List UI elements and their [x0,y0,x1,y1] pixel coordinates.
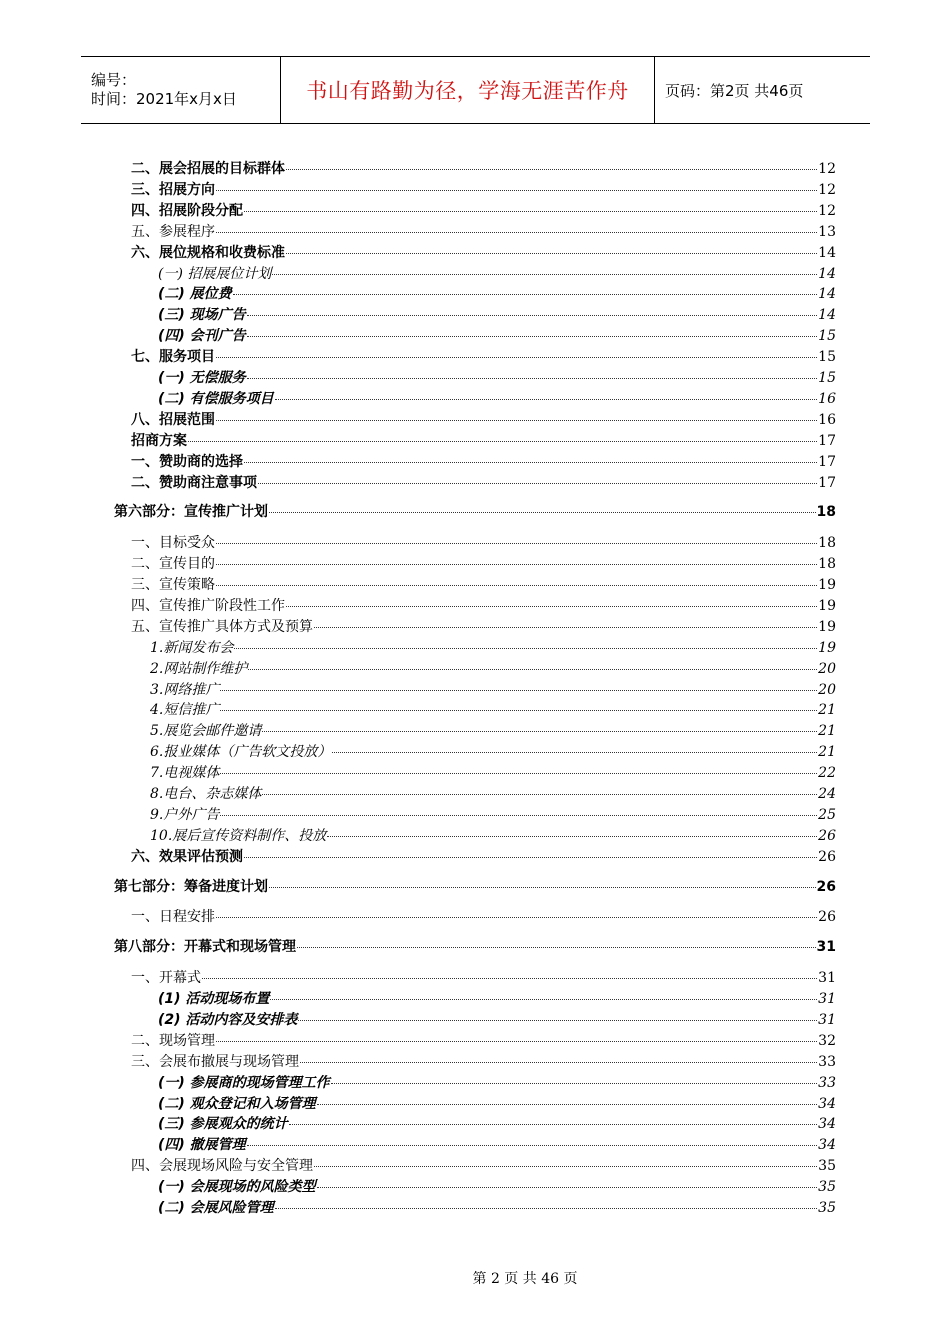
toc-entry-title: (四) 撤展管理 [158,1137,246,1154]
toc-entry-page: 18 [816,504,836,521]
toc-entry[interactable] [131,1051,836,1071]
toc-entry-title: 六、展位规格和收费标准 [131,244,285,261]
toc-leader-dots [216,572,817,586]
toc-entry-title: 一、目标受众 [131,535,215,552]
page-footer: 第 2 页 共 46 页 [472,1271,578,1287]
toc-entry[interactable] [131,409,836,429]
toc-entry-page: 31 [818,1011,836,1028]
toc-entry-page: 16 [818,411,836,428]
toc-entry[interactable] [131,346,836,366]
toc-entry[interactable] [158,988,836,1008]
toc-entry-title: 5.展览会邮件邀请 [150,723,262,740]
toc-entry-title: 三、招展方向 [131,181,215,198]
toc-leader-dots [188,428,817,442]
toc-leader-dots [216,531,817,545]
toc-entry[interactable] [150,679,836,699]
toc-entry-title: (一) 参展商的现场管理工作 [158,1074,330,1091]
toc-entry-title: (1) 活动现场布置 [158,991,270,1007]
toc-entry-title: 二、现场管理 [131,1032,215,1049]
toc-entry[interactable] [131,430,836,450]
toc-entry-title: 1.新闻发布会 [150,639,234,656]
toc-leader-dots [262,719,817,733]
header-meta [81,57,281,123]
toc-entry-page: 35 [818,1158,836,1175]
toc-entry-page: 20 [818,660,836,677]
toc-entry-title: 八、招展范围 [131,411,215,428]
toc-entry[interactable] [150,658,836,678]
toc-leader-dots [275,386,818,400]
toc-leader-dots [289,1112,818,1126]
toc-entry-page: 34 [818,1116,836,1133]
toc-leader-dots [202,966,817,980]
toc-entry-title: 二、展会招展的目标群体 [131,161,285,177]
toc-entry-page: 17 [818,453,836,470]
toc-entry[interactable] [158,1134,836,1154]
toc-entry-page: 21 [818,702,836,719]
toc-entry-title: 一、赞助商的选择 [131,453,243,470]
toc-entry-title: (2) 活动内容及安排表 [158,1011,298,1028]
page-info-text: 页码：第2页 共46页 [665,81,804,100]
toc-entry-title: 四、宣传推广阶段性工作 [131,597,285,614]
toc-entry-title: 三、会展布撤展与现场管理 [131,1053,299,1070]
toc-leader-dots [270,986,817,1000]
toc-entry-title: 6.报业媒体（广告软文投放） [150,744,332,761]
toc-entry[interactable] [131,242,836,262]
toc-entry[interactable] [150,699,836,719]
toc-entry-title: 3.网络推广 [150,681,220,698]
toc-entry[interactable] [131,221,836,241]
toc-entry[interactable] [114,936,836,956]
toc-entry-title: 一、开幕式 [131,970,201,987]
toc-entry-page: 33 [818,1074,836,1091]
time-label: 时间：2021年x月x日 [91,90,237,108]
toc-entry[interactable] [131,616,836,636]
toc-entry-page: 15 [818,349,836,366]
toc-entry-title: 7.电视媒体 [150,765,220,782]
toc-entry-title: 五、参展程序 [131,223,215,240]
toc-entry-title: (二) 会展风险管理 [158,1200,274,1216]
toc-entry-page: 34 [818,1095,836,1112]
toc-entry-page: 19 [818,577,836,593]
toc-entry-page: 25 [818,806,836,823]
toc-entry-page: 35 [818,1179,836,1196]
toc-entry-title: (一) 招展展位计划 [158,265,272,282]
toc-entry-page: 19 [818,618,836,635]
toc-entry-page: 26 [818,909,836,926]
motto-text: 书山有路勤为径，学海无涯苦作舟 [306,79,629,103]
toc-entry-title: 招商方案 [131,432,187,449]
toc-entry-title: (三) 参展观众的统计 [158,1116,288,1133]
toc-leader-dots [298,1007,817,1021]
header-page-info [655,57,870,123]
toc-entry-page: 14 [818,286,836,303]
toc-entry-page: 14 [818,244,836,261]
toc-entry-page: 15 [818,328,836,345]
toc-leader-dots [216,219,817,233]
toc-entry-page: 31 [816,939,836,956]
toc-entry[interactable] [150,720,836,740]
toc-entry-title: (一) 无偿服务 [158,370,246,386]
toc-entry-title: (二) 有偿服务项目 [158,390,274,407]
toc-leader-dots [331,1070,818,1084]
toc-leader-dots [244,449,817,463]
toc-entry[interactable] [131,532,836,552]
toc-leader-dots [332,740,817,754]
toc-entry-page: 24 [818,786,836,802]
toc-leader-dots [248,656,817,670]
toc-entry-title: 四、会展现场风险与安全管理 [131,1158,313,1175]
toc-entry-page: 31 [818,991,836,1007]
toc-entry-page: 35 [818,1200,836,1216]
toc-entry-title: 二、宣传目的 [131,556,215,573]
toc-entry-page: 15 [818,370,836,386]
toc-leader-dots [314,614,817,628]
toc-entry[interactable] [114,876,836,896]
toc-leader-dots [286,240,817,254]
toc-entry[interactable] [158,1072,836,1092]
toc-entry[interactable] [150,783,836,803]
toc-entry-page: 16 [818,390,836,407]
page-header [81,56,870,124]
toc-entry-page: 18 [818,556,836,573]
toc-entry-title: (二) 展位费 [158,286,232,303]
toc-leader-dots [317,1091,818,1105]
toc-entry-page: 12 [818,181,836,198]
toc-entry-page: 20 [818,681,836,698]
toc-entry-title: (四) 会刊广告 [158,328,246,345]
toc-entry[interactable] [131,1030,836,1050]
toc-leader-dots [247,303,818,317]
toc-entry-title: (二) 观众登记和入场管理 [158,1095,316,1112]
toc-leader-dots [286,593,817,607]
toc-entry-title: 四、招展阶段分配 [131,202,243,219]
toc-leader-dots [269,500,816,514]
toc-entry-page: 22 [818,765,836,782]
toc-leader-dots [234,635,817,649]
toc-leader-dots [269,874,816,888]
toc-entry-title: (一) 会展现场的风险类型 [158,1179,316,1196]
toc-entry[interactable] [114,501,836,521]
toc-entry[interactable] [150,804,836,824]
toc-leader-dots [272,261,817,275]
toc-entry-page: 12 [818,202,836,219]
toc-entry[interactable] [131,967,836,987]
toc-entry[interactable] [150,762,836,782]
toc-leader-dots [233,282,818,296]
toc-leader-dots [317,1175,818,1189]
code-label: 编号： [91,71,137,89]
toc-entry-page: 13 [818,223,836,240]
toc-leader-dots [216,177,817,191]
toc-entry-page: 21 [818,723,836,740]
toc-leader-dots [300,1049,817,1063]
toc-entry-title: 2.网站制作维护 [150,660,248,677]
toc-entry-page: 26 [816,878,836,895]
toc-entry[interactable] [131,1155,836,1175]
toc-entry-page: 17 [818,474,836,491]
toc-leader-dots [220,698,817,712]
toc-leader-dots [262,781,817,795]
toc-leader-dots [220,802,817,816]
toc-entry-page: 33 [818,1053,836,1070]
toc-entry-page: 14 [818,265,836,282]
toc-entry-page: 18 [818,535,836,552]
toc-leader-dots [244,198,817,212]
toc-entry-page: 14 [818,307,836,324]
toc-entry[interactable] [158,325,836,345]
toc-entry[interactable] [131,472,836,492]
toc-leader-dots [220,677,817,691]
toc-entry-title: 第八部分：开幕式和现场管理 [114,939,296,956]
toc-entry-page: 19 [818,639,836,656]
toc-entry-title: 第七部分：筹备进度计划 [114,878,268,895]
toc-entry[interactable] [158,1009,836,1029]
toc-entry-page: 21 [818,744,836,761]
toc-entry-title: 五、宣传推广具体方式及预算 [131,618,313,635]
toc-entry-title: 4.短信推广 [150,702,220,719]
toc-entry[interactable] [131,553,836,573]
toc-entry[interactable] [150,825,836,845]
toc-entry[interactable] [150,637,836,657]
toc-entry[interactable] [131,451,836,471]
toc-entry[interactable] [158,1197,836,1217]
toc-entry-page: 26 [818,827,836,844]
toc-leader-dots [216,552,817,566]
toc-entry[interactable] [131,906,836,926]
toc-leader-dots [314,1154,817,1168]
toc-leader-dots [216,1028,817,1042]
toc-entry[interactable] [158,263,836,283]
toc-entry[interactable] [131,595,836,615]
toc-entry-page: 31 [818,970,836,987]
toc-entry[interactable] [150,741,836,761]
toc-leader-dots [247,365,818,379]
toc-leader-dots [247,1133,818,1147]
toc-entry[interactable] [158,388,836,408]
toc-entry-page: 19 [818,597,836,614]
toc-leader-dots [216,407,817,421]
toc-entry-title: 三、宣传策略 [131,577,215,593]
toc-entry-title: 第六部分：宣传推广计划 [114,504,268,521]
toc-leader-dots [247,324,818,338]
toc-leader-dots [216,905,817,919]
toc-entry[interactable] [131,200,836,220]
toc-entry-title: 六、效果评估预测 [131,848,243,865]
toc-leader-dots [258,470,817,484]
toc-entry-title: 10.展后宣传资料制作、投放 [150,827,327,844]
toc-entry[interactable] [131,846,836,866]
toc-leader-dots [327,823,817,837]
toc-entry[interactable] [131,179,836,199]
toc-entry-page: 26 [818,848,836,865]
toc-entry[interactable] [158,283,836,303]
toc-leader-dots [220,761,817,775]
header-motto [281,57,655,123]
toc-entry-title: (三) 现场广告 [158,307,246,324]
toc-entry-page: 34 [818,1137,836,1154]
toc-leader-dots [244,844,817,858]
toc-leader-dots [297,935,816,949]
toc-entry-page: 17 [818,432,836,449]
toc-entry-page: 12 [818,161,836,177]
toc-entry-page: 32 [818,1032,836,1049]
toc-entry-title: 二、赞助商注意事项 [131,474,257,491]
toc-entry-title: 七、服务项目 [131,349,215,366]
toc-entry-title: 一、日程安排 [131,909,215,926]
toc-entry[interactable] [158,1093,836,1113]
toc-leader-dots [286,156,817,170]
toc-entry[interactable] [158,1113,836,1133]
toc-entry[interactable] [131,574,836,594]
toc-leader-dots [275,1195,818,1209]
toc-entry[interactable] [158,367,836,387]
toc-entry[interactable] [158,304,836,324]
toc-entry-title: 8.电台、杂志媒体 [150,786,262,802]
toc-entry[interactable] [131,158,836,178]
toc-entry-title: 9.户外广告 [150,806,220,823]
toc-entry[interactable] [158,1176,836,1196]
toc-leader-dots [216,345,817,359]
